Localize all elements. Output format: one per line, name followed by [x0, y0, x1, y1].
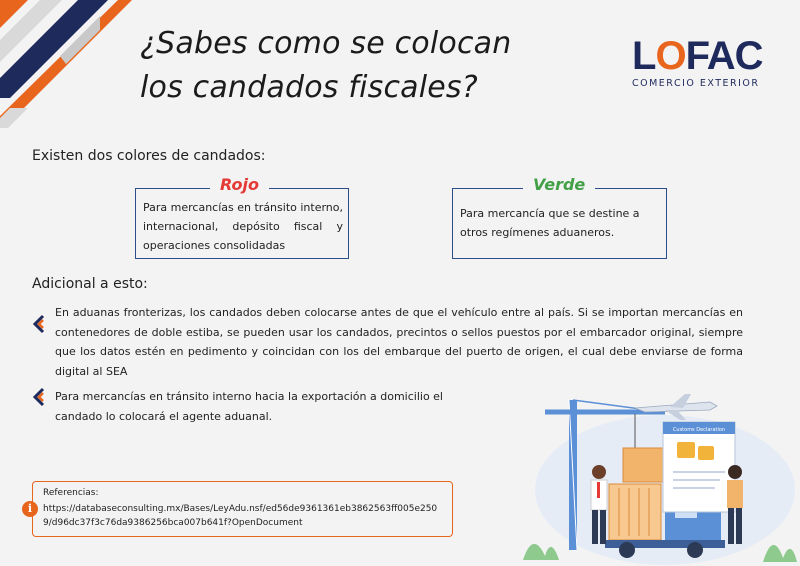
subheading: Adicional a esto: — [32, 276, 148, 292]
reference-link[interactable]: https://databaseconsulting.mx/Bases/LeyAdu.nsf/ed56de9361361eb3862563ff005e2509/d96dc37f3c76da9386256bca007b641f?OpenDocument — [43, 504, 438, 528]
info-icon: i — [22, 501, 38, 517]
customs-illustration — [515, 380, 800, 566]
lock-card-green — [452, 175, 667, 259]
chevron-bullet-icon — [31, 387, 47, 407]
company-logo — [632, 36, 772, 89]
references-box — [27, 481, 453, 537]
logo-letter-o: O — [655, 34, 686, 78]
bullet-text-2: Para mercancías en tránsito interno hacia la exportación a domicilio el candado lo colocará el agente aduanal. — [55, 390, 443, 423]
logo-letters-fac: FAC — [685, 34, 763, 78]
lock-name-green: Verde — [523, 175, 595, 194]
intro-text: Existen dos colores de candados: — [32, 148, 266, 164]
references-label: Referencias: — [43, 488, 99, 498]
lock-name-red: Rojo — [210, 175, 269, 194]
lock-card-red — [135, 175, 349, 259]
logo-tagline: COMERCIO EXTERIOR — [632, 78, 760, 89]
bullet-text-1: En aduanas fronterizas, los candados deben colocarse antes de que el vehículo entre al país. Si se importan mercancías en contenedores de doble estiba, se pueden usar los candados, precintos o sellos puestos por el embarcador original, siempre que los datos estén en pedimento y coincidan con los del embarque del puerto de origen, el cual debe enviarse de forma digital al SEA — [55, 306, 743, 378]
lock-description-green: Para mercancía que se destine a otros regímenes aduaneros. — [460, 207, 640, 239]
logo-letter-l: L — [632, 34, 656, 78]
decorative-stripes — [0, 0, 140, 130]
lock-description-red: Para mercancías en tránsito interno, internacional, depósito fiscal y operaciones consolidadas — [143, 201, 343, 252]
document-title: Customs Declaration — [672, 427, 726, 433]
page-title — [140, 22, 511, 110]
customs-declaration-document — [663, 422, 735, 512]
title-line-1: ¿Sabes como se colocan — [140, 26, 512, 61]
logo-wordmark — [632, 36, 772, 76]
chevron-bullet-icon — [31, 314, 47, 334]
title-line-2: los candados fiscales? — [140, 70, 478, 105]
